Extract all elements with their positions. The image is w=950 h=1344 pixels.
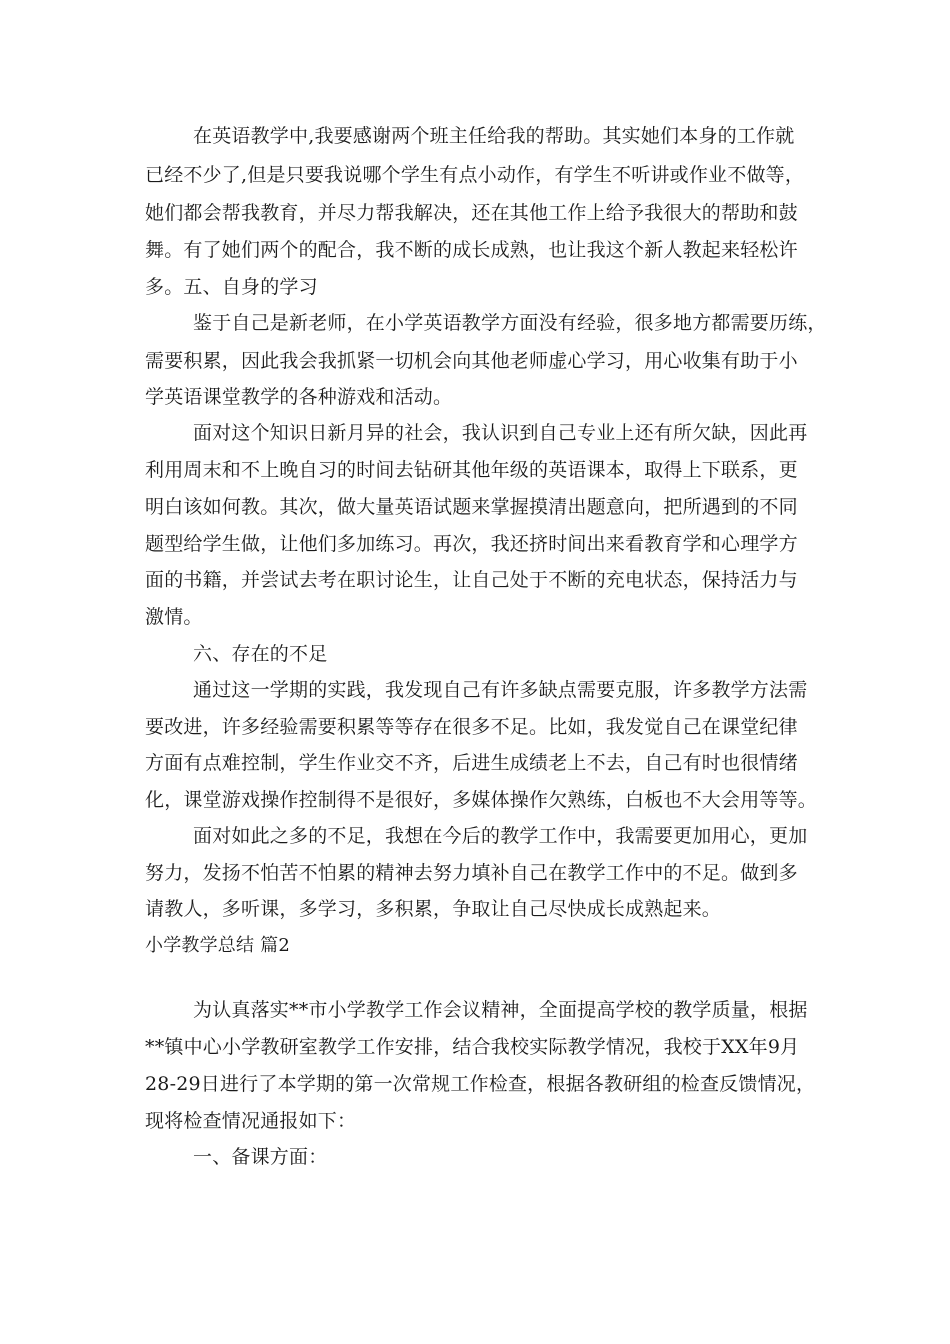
paragraph-line: 现将检查情况通报如下： [145,1110,357,1132]
paragraph-line: 28-29日进行了本学期的第一次常规工作检查，根据各教研组的检查反馈情况， [145,1073,816,1095]
paragraph-line: 方面有点难控制，学生作业交不齐，后进生成绩老上不去，自己有时也很情绪 [145,752,798,774]
paragraph-line: 为认真落实**市小学教学工作会议精神，全面提高学校的教学质量，根据 [193,999,808,1021]
section-heading: 一、备课方面： [193,1146,328,1168]
paragraph-line: 请教人，多听课，多学习，多积累，争取让自己尽快成长成熟起来。 [145,898,722,920]
section-heading: 六、存在的不足 [193,643,328,665]
paragraph-line: 学英语课堂教学的各种游戏和活动。 [145,386,453,408]
paragraph-line: 通过这一学期的实践，我发现自己有许多缺点需要克服，许多教学方法需 [193,679,808,701]
paragraph-line: 题型给学生做，让他们多加练习。再次，我还挤时间出来看教育学和心理学方 [145,533,798,555]
paragraph-line: 在英语教学中,我要感谢两个班主任给我的帮助。其实她们本身的工作就 [193,125,795,147]
paragraph-line: 鉴于自己是新老师，在小学英语教学方面没有经验，很多地方都需要历练， [193,312,827,334]
paragraph-line: 激情。 [145,606,203,628]
paragraph-line: 明白该如何教。其次，做大量英语试题来掌握摸清出题意向，把所遇到的不同 [145,496,798,518]
article-title: 小学教学总结 篇2 [145,935,290,956]
paragraph-line: 面的书籍，并尝试去考在职讨论生，让自己处于不断的充电状态，保持活力与 [145,569,798,591]
paragraph-line: 化，课堂游戏操作控制得不是很好，多媒体操作欠熟练，白板也不大会用等等。 [145,789,818,811]
paragraph-line: **镇中心小学教研室教学工作安排，结合我校实际教学情况，我校于XX年9月 [145,1036,800,1058]
paragraph-line: 已经不少了,但是只要我说哪个学生有点小动作，有学生不听讲或作业不做等， [145,164,805,186]
paragraph-line: 利用周末和不上晚自习的时间去钻研其他年级的英语课本，取得上下联系，更 [145,459,798,481]
paragraph-line: 她们都会帮我教育，并尽力帮我解决，还在其他工作上给予我很大的帮助和鼓 [145,202,798,224]
paragraph-line: 面对如此之多的不足，我想在今后的教学工作中，我需要更加用心，更加 [193,825,808,847]
paragraph-line: 面对这个知识日新月异的社会，我认识到自己专业上还有所欠缺，因此再 [193,422,808,444]
paragraph-line: 舞。有了她们两个的配合，我不断的成长成熟，也让我这个新人教起来轻松许 [145,239,798,261]
paragraph-line: 需要积累，因此我会我抓紧一切机会向其他老师虚心学习，用心收集有助于小 [145,350,798,372]
paragraph-line: 要改进，许多经验需要积累等等存在很多不足。比如，我发觉自己在课堂纪律 [145,716,798,738]
paragraph-line: 努力，发扬不怕苦不怕累的精神去努力填补自己在教学工作中的不足。做到多 [145,862,798,884]
section-heading-line: 多。五、自身的学习 [145,276,318,298]
